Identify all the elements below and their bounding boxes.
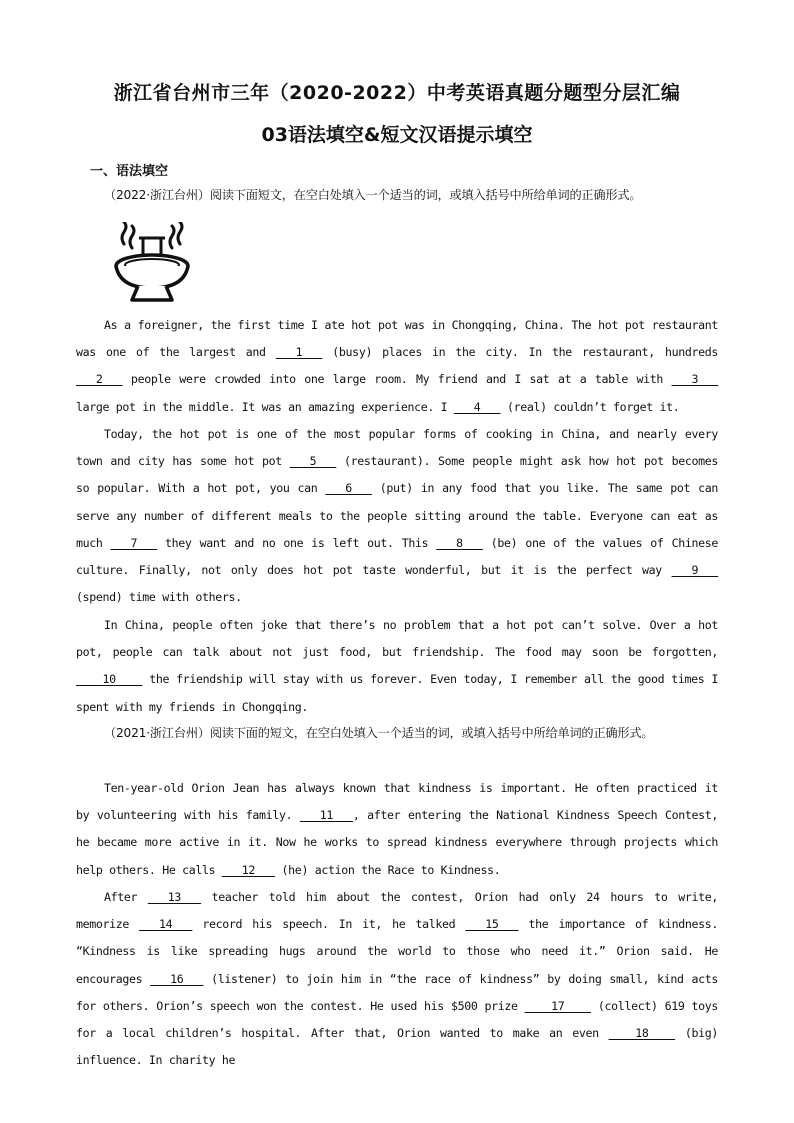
section-heading: 一、语法填空 [90,164,169,179]
blank-6[interactable]: ___6___ [325,481,372,496]
blank-2[interactable]: ___2___ [76,372,123,387]
passage-2022-paragraph-1: As a foreigner, the first time I ate hot pot was in Chongqing, China. The hot pot restaurant was one of the largest and ___1___ (busy) places in the city. In the restaurant, hundreds ___2___ people were crowded into one large room. My friend and I sat at a table with ___3___ large pot in the middle. It was an amazing experience. I ___4___ (real) couldn’t forget it. [76,318,718,414]
blank-17[interactable]: ____17____ [524,998,591,1013]
blank-7[interactable]: ___7___ [110,535,157,550]
blank-8[interactable]: ___8___ [436,535,483,550]
blank-13[interactable]: ___13___ [147,890,201,904]
passage-2022-paragraph-2: Today, the hot pot is one of the most popular forms of cooking in China, and nearly every town and city has some hot pot ___5___ (restaurant). Some people might ask how hot pot becomes so popular. With a hot pot, you can ___6___ (put) in any food that you like. The same pot can serve any number of different meals to the people sitting around the table. Everyone can eat as much ___7___ they want and no one is left out. This ___8___ (be) one of the values of Chinese culture. Finally, not only does hot pot taste wonderful, but it is the perfect way ___9___ (spend) time with others. [76,427,719,605]
document-title: 浙江省台州市三年（2020-2022）中考英语真题分题型分层汇编 [113,82,681,104]
instruction-2022: （2022·浙江台州）阅读下面短文，在空白处填入一个适当的词，或填入括号中所给单词的正确形式。 [104,188,642,202]
blank-18[interactable]: ____18____ [608,1026,675,1041]
blank-10[interactable]: ____10____ [76,672,143,687]
blank-3[interactable]: ___3___ [671,372,718,387]
instruction-2021: （2021·浙江台州）阅读下面的短文，在空白处填入一个适当的词，或填入括号中所给单词的正确形式。 [104,726,654,740]
hot-pot-icon [110,222,194,306]
blank-15[interactable]: ___15___ [465,917,519,932]
blank-14[interactable]: ___14___ [139,917,193,932]
blank-16[interactable]: ___16___ [150,971,204,986]
passage-2022-paragraph-3: In China, people often joke that there’s no problem that a hot pot can’t solve. Over a hot pot, people can talk about not just food, but friendship. The food may soon be forgotten, ____10____ the friendship will stay with us forever. Even today, I remember all the good times I spent with my friends in Chongqing. [76,618,718,714]
blank-5[interactable]: ___5___ [289,454,337,469]
passage-2021-paragraph-1: Ten-year-old Orion Jean has always known that kindness is important. He often practiced it by volunteering with his family. ___11___, after entering the National Kindness Speech Contest, he became more active in it. Now he works to spread kindness everywhere through projects which help others. He calls ___12___ (he) action the Race to Kindness. [76,781,718,877]
blank-11[interactable]: ___11___ [299,808,353,823]
passage-2021-paragraph-2: After ___13___ teacher told him about the contest, Orion had only 24 hours to write, memorize ___14___ record his speech. In it, he talked ___15___ the importance of kindness. “Kindness is like spreading hugs around the world to those who need it.” Orion said. He encourages ___16___ (listener) to join him in “the race of kindness” by doing small, kind acts for others. Orion’s speech won the contest. He used his $500 prize ____17____ (collect) 619 toys for a local children’s hospital. After that, Orion wanted to make an even ____18____ (big) influence. In charity he [76,890,718,1068]
blank-12[interactable]: ___12___ [221,862,275,877]
blank-9[interactable]: ___9___ [671,563,718,578]
blank-1[interactable]: ___1___ [275,345,323,360]
document-subtitle: 03语法填空&短文汉语提示填空 [261,124,533,146]
blank-4[interactable]: ___4___ [453,399,501,414]
